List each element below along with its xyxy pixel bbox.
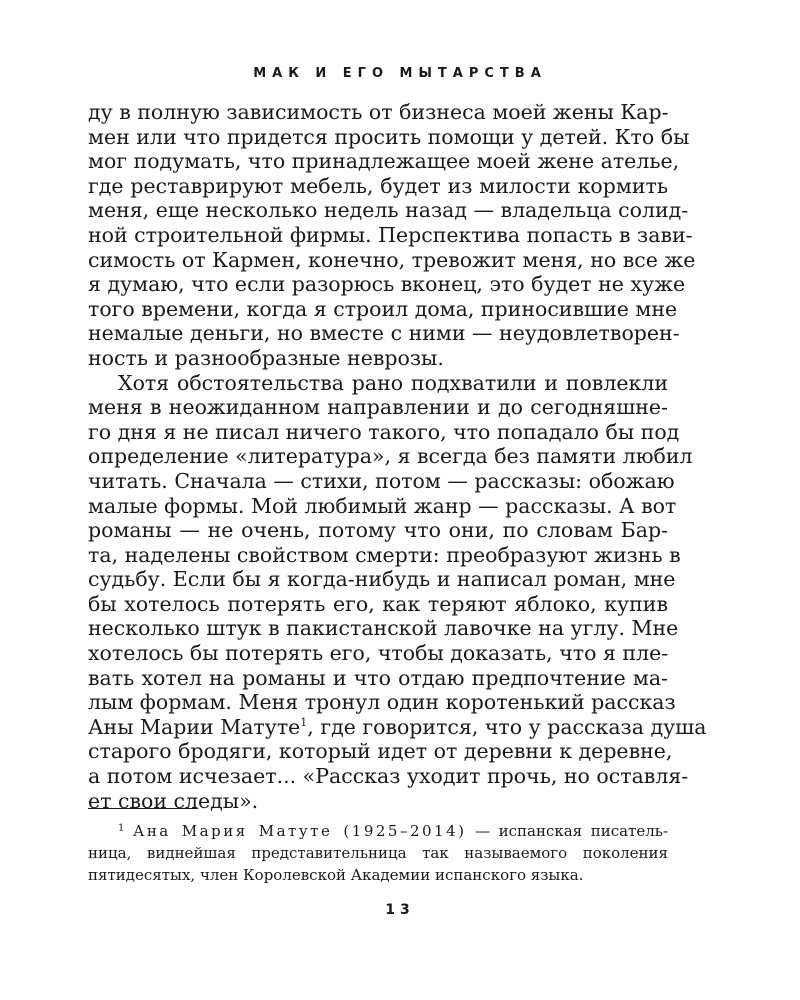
- text-fragment: — испанская писатель-: [466, 822, 668, 840]
- text-line: судьбу. Если бы я когда-нибудь и написал роман, мне: [88, 567, 676, 592]
- footnote-line: ница, виднейшая представительница так называемого поколения: [88, 844, 668, 862]
- page-number: 13: [385, 902, 415, 918]
- footnote-name: Ана Мария Матуте (1925–2014): [132, 822, 467, 840]
- text-line: меня в неожиданном направлении и до сегодняшне-: [88, 395, 668, 420]
- text-line: ет свои следы».: [88, 788, 259, 813]
- text-line: где реставрируют мебель, будет из милости кормить: [88, 173, 668, 198]
- text-line: симость от Кармен, конечно, тревожит меня, но все же: [88, 247, 696, 272]
- text-line-with-footnote-ref: [88, 714, 707, 740]
- main-text: [88, 100, 707, 813]
- text-line: а потом исчезает... «Рассказ уходит прочь, но оставля-: [88, 764, 689, 789]
- text-line: романы — не очень, потому что они, по словам Бар-: [88, 518, 668, 543]
- text-line: малые формы. Мой любимый жанр — рассказы. А вот: [88, 493, 677, 518]
- text-line: ду в полную зависимость от бизнеса моей жены Кар-: [88, 100, 669, 124]
- text-line: Хотя обстоятельства рано подхватили и повлекли: [118, 370, 668, 395]
- footnote-divider: [88, 808, 198, 809]
- text-line: та, наделены свойством смерти: преобразуют жизнь в: [88, 542, 681, 567]
- text-line: вать хотел на романы и что отдаю предпочтение ма-: [88, 665, 668, 690]
- text-line: мен или что придется просить помощи у детей. Кто бы: [88, 124, 690, 149]
- text-line: ность и разнообразные неврозы.: [88, 345, 444, 370]
- text-line: мог подумать, что принадлежащее моей жене ателье,: [88, 149, 680, 174]
- text-line: ной строительной фирмы. Перспектива попасть в зави-: [88, 222, 693, 247]
- text-line: старого бродяги, который идет от деревни к деревне,: [88, 739, 673, 764]
- text-fragment: Аны Марии Матуте: [88, 714, 301, 739]
- text-line: меня, еще несколько недель назад — владельца солид-: [88, 198, 689, 223]
- footnote-line: пятидесятых, член Королевской Академии испанского языка.: [88, 866, 584, 884]
- text-line: того времени, когда я строил дома, приносившие мне: [88, 296, 678, 321]
- text-line: го дня я не писал ничего такого, что попадало бы под: [88, 419, 680, 444]
- footnote-marker: 1: [118, 823, 125, 834]
- text-line: немалые деньги, но вместе с ними — неудовлетворен-: [88, 321, 680, 346]
- text-line: несколько штук в пакистанской лавочке на углу. Мне: [88, 616, 679, 641]
- text-line: бы хотелось потерять его, как теряют яблоко, купив: [88, 591, 668, 616]
- text-line: я думаю, что если разорюсь вконец, это будет не хуже: [88, 272, 686, 297]
- text-fragment: , где говорится, что у рассказа душа: [307, 714, 707, 739]
- text-line: читать. Сначала — стихи, потом — рассказы: обожаю: [88, 468, 675, 493]
- footnote-line: [88, 820, 668, 842]
- text-line: хотелось бы потерять его, чтобы доказать, что я пле-: [88, 641, 669, 666]
- footnote: [88, 820, 668, 886]
- text-line: лым формам. Меня тронул один коротенький рассказ: [88, 690, 676, 715]
- text-line: определение «литература», я всегда без памяти любил: [88, 444, 693, 469]
- footnote-reference[interactable]: 1: [300, 715, 308, 729]
- running-title: МАК И ЕГО МЫТАРСТВА: [253, 66, 547, 81]
